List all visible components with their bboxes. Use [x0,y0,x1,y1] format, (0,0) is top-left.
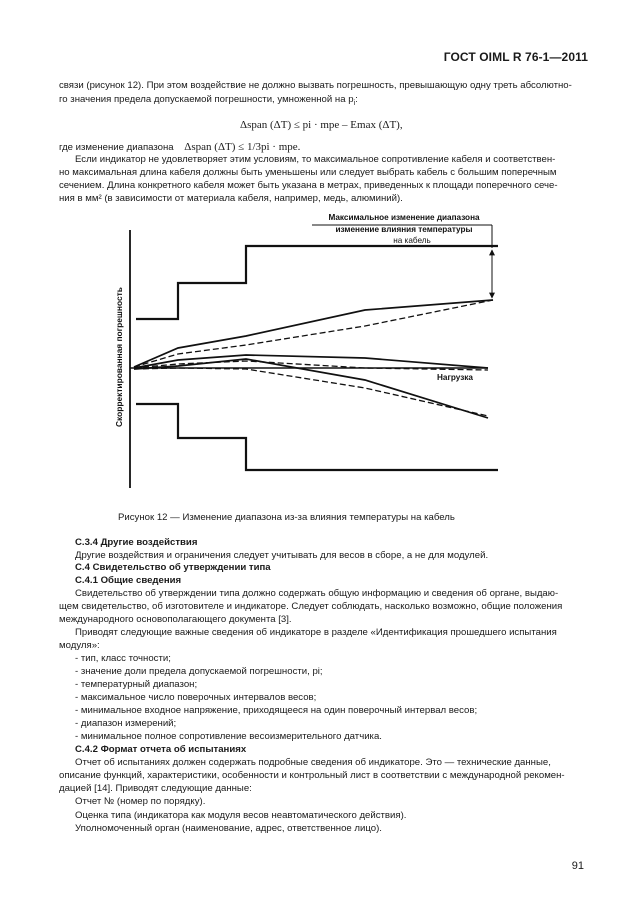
paragraph-line: но максимальная длина кабеля должны быть уменьшены или следует выбрать кабель с большим поперечным [59,167,557,178]
list-item: - максимальное число поверочных интервалов весов; [75,692,317,703]
formula-line: где изменение диапазона Δspan (ΔT) ≤ 1/3pi · mpe. [59,141,301,153]
list-item: - минимальное полное сопротивление весоизмерительного датчика. [75,731,382,742]
paragraph-line: ния в мм² (в зависимости от материала кабеля, например, медь, алюминий). [59,193,403,204]
paragraph-line: го значения предела допускаемой погрешности, умноженной на $p_i$: [59,94,358,107]
page-number: 91 [571,860,584,872]
y-axis-label: Скорректированная погрешность [114,287,124,427]
lower-limit-line [136,404,498,470]
figure-caption: Рисунок 12 — Изменение диапазона из-за влияния температуры на кабель [118,512,455,523]
list-item: - значение доли предела допускаемой погрешности, pi; [75,666,323,677]
section-title-c4: С.4 Свидетельство об утверждении типа [75,562,271,573]
paragraph-line: Отчет об испытаниях должен содержать подробные сведения об индикаторе. Это — технические данные, [75,757,551,768]
paragraph-line: Другие воздействия и ограничения следует учитывать для весов в сборе, а не для модулей. [75,550,489,561]
annotation-line-2: изменение влияния температуры [335,225,473,234]
list-item: - минимальное входное напряжение, приходящееся на один поверочный интервал весов; [75,705,478,716]
paragraph-line: щем свидетельство, об изготовителе и индикаторе. Следует соблюдать, насколько возможно, общие положения [59,601,563,612]
paragraph-line: описание функций, характеристики, особенности и контрольный лист в соответствии с международной рекомен- [59,770,565,781]
list-item: - температурный диапазон; [75,679,198,690]
report-item: Отчет № (номер по порядку). [75,796,206,807]
formula-span-third: Δspan (ΔT) ≤ 1/3pi · mpe. [184,141,301,153]
upper-limit-line [136,246,498,319]
list-item: - тип, класс точности; [75,653,171,664]
error-curve-3 [134,355,488,368]
section-title-c334: С.3.4 Другие воздействия [75,537,198,548]
list-item: - диапазон измерений; [75,718,177,729]
error-curve-6 [134,368,488,416]
paragraph-line: сечением. Длина конкретного кабеля может быть указана в метрах, приведенных к площади поперечного сече- [59,180,558,191]
paragraph-line: Если индикатор не удовлетворяет этим условиям, то максимальное сопротивление кабеля и соответствен- [75,154,556,165]
page-header: ГОСТ OIML R 76-1—2011 [443,50,588,64]
paragraph-line: модуля»: [59,640,100,651]
paragraph-line: Приводят следующие важные сведения об индикаторе в разделе «Идентификация прошедшего испытания [75,627,557,638]
annotation-line-1: Максимальное изменение диапазона [328,213,480,222]
section-title-c42: С.4.2 Формат отчета об испытаниях [75,744,247,755]
paragraph-line: международного основополагающего документа [3]. [59,614,292,625]
paragraph-line: дацией [14]. Приводят следующие данные: [59,783,252,794]
report-item: Оценка типа (индикатора как модуля весов неавтоматического действия). [75,810,407,821]
section-title-c41: С.4.1 Общие сведения [75,575,182,586]
formula-span: Δspan (ΔT) ≤ pi · mpe – Emax (ΔT), [240,119,403,131]
paragraph-line: связи (рисунок 12). При этом воздействие не должно вызвать погрешность, превышающую одну треть абсолютно- [59,80,572,91]
load-label: Нагрузка [437,373,473,382]
annotation-line-3: на кабель [393,236,431,245]
figure-12 [100,208,520,498]
report-item: Уполномоченный орган (наименование, адрес, ответственное лицо). [75,823,382,834]
paragraph-line: Свидетельство об утверждении типа должно содержать общую информацию и сведения об органе, выдаю- [75,588,559,599]
